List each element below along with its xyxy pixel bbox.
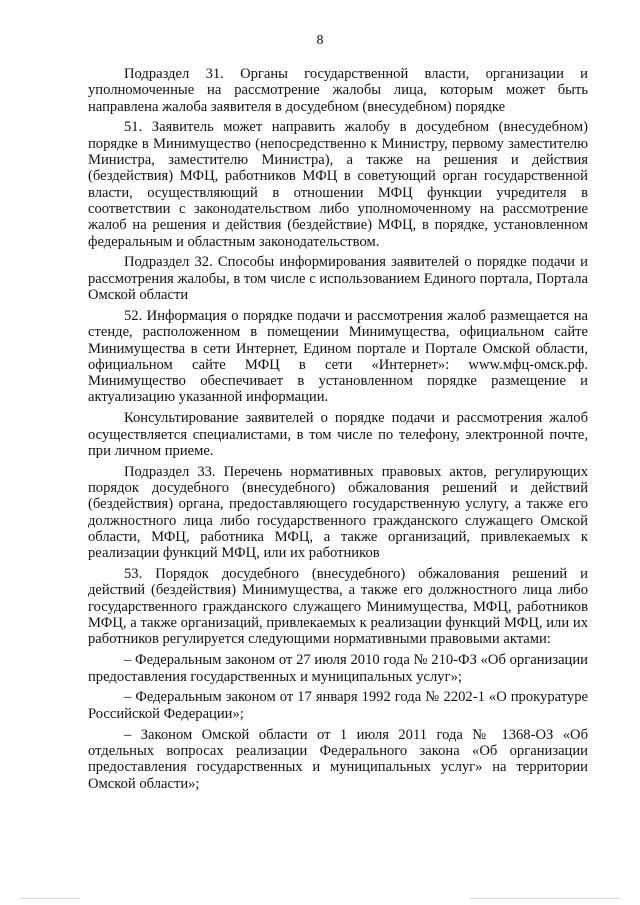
subsection-32-heading: Подраздел 32. Способы информирования заявителей о порядке подачи и рассмотрения жалобы, в том числе с использованием Единого портала, Портала Омской области (88, 254, 588, 304)
law-list-item: – Федеральным законом от 27 июля 2010 года № 210-ФЗ «Об организации предоставления государственных и муниципальных услуг»; (88, 652, 588, 685)
clause-52: 52. Информация о порядке подачи и рассмотрения жалоб размещается на стенде, расположенном в помещении Минимущества, официальном сайте Минимущества в сети Интернет, Едином портале и Портале Омской области, официальном сайте МФЦ в сети «Интернет»: www.мфц-омск.рф. Минимущество обеспечивает в установленном порядке размещение и актуализацию указанной информации. (88, 307, 588, 406)
subsection-31-heading: Подраздел 31. Органы государственной власти, организации и уполномоченные на рассмотрение жалобы лица, которым может быть направлена жалоба заявителя в досудебном (внесудебном) порядке (88, 66, 588, 115)
document-body (88, 66, 588, 796)
scan-edge-line (470, 898, 620, 899)
clause-51: 51. Заявитель может направить жалобу в досудебном (внесудебном) порядке в Минимущество (непосредственно к Министру, первому заместителю Министра, заместителю Министра), а также на решения и действия (бездействия) МФЦ, работников МФЦ в советующий орган государственной власти, осуществляющий в отношении МФЦ функции учредителя в соответствии с законодательством либо уполномоченному на рассмотрение жалоб на решения и действия (бездействие) МФЦ, в порядке, установленном федеральным и областным законодательством. (88, 119, 588, 250)
scan-edge-line (20, 898, 80, 899)
clause-53: 53. Порядок досудебного (внесудебного) обжалования решений и действий (бездействия) Минимущества, а также его должностного лица либо государственного гражданского служащего Минимущества, МФЦ, работников МФЦ, а также организаций, привлекаемых к реализации функций МФЦ, или их работников регулируется следующими нормативными правовыми актами: (88, 566, 588, 648)
subsection-33-heading: Подраздел 33. Перечень нормативных правовых актов, регулирующих порядок досудебного (внесудебного) обжалования решений и действий (бездействия) органа, предоставляющего государственную услугу, а также его должностного лица либо государственного гражданского служащего Омской области, МФЦ, работника МФЦ, а также организаций, привлекаемых к реализации функций МФЦ, или их работников (88, 463, 588, 562)
page-number: 8 (316, 33, 324, 48)
consultation-paragraph: Консультирование заявителей о порядке подачи и рассмотрения жалоб осуществляется специалистами, в том числе по телефону, электронной почте, при личном приеме. (88, 410, 588, 459)
law-list-item: – Законом Омской области от 1 июля 2011 года № 1368-ОЗ «Об отдельных вопросах реализации Федерального закона «Об организации предоставления государственных и муниципальных услуг» на территории Омской области»; (88, 726, 588, 792)
law-list-item: – Федеральным законом от 17 января 1992 года № 2202-1 «О прокуратуре Российской Федерации»; (88, 689, 588, 722)
